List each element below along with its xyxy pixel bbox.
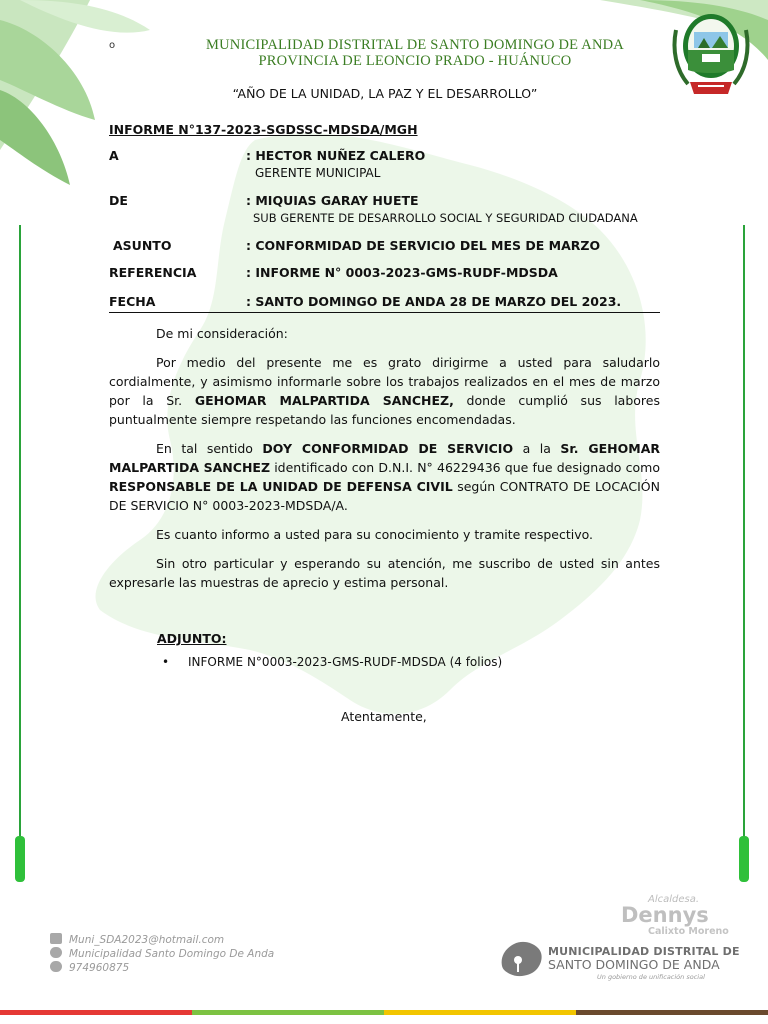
from-role: SUB GERENTE DE DESARROLLO SOCIAL Y SEGURIDAD CIUDADANA xyxy=(253,211,638,225)
org-name: MUNICIPALIDAD DISTRITAL DE SANTO DOMINGO DE ANDA xyxy=(206,37,624,53)
mayor-name: Dennys xyxy=(621,903,709,927)
p2-conformity: DOY CONFORMIDAD DE SERVICIO xyxy=(262,441,514,456)
date-value: : SANTO DOMINGO DE ANDA 28 DE MARZO DEL 2023. xyxy=(246,294,622,309)
mayor-surname: Calixto Moreno xyxy=(648,926,729,937)
org-province: PROVINCIA DE LEONCIO PRADO - HUÁNUCO xyxy=(258,53,572,69)
right-border-line xyxy=(743,225,745,875)
phone-text: 974960875 xyxy=(69,962,130,974)
to-label: A xyxy=(109,148,119,163)
footer-muni-line2: SANTO DOMINGO DE ANDA xyxy=(548,957,720,972)
attachment-bullet: • xyxy=(162,655,170,669)
attachment-text: INFORME N°0003-2023-GMS-RUDF-MDSDA (4 folios) xyxy=(188,655,503,669)
paragraph-2 xyxy=(109,439,660,515)
header-divider xyxy=(109,312,660,313)
year-motto: “AÑO DE LA UNIDAD, LA PAZ Y EL DESARROLLO” xyxy=(232,86,538,101)
p1-text-c: donde cumplió sus labores puntualmente siempre respetando las funciones encomendadas. xyxy=(109,393,660,427)
paragraph-1 xyxy=(109,353,660,429)
stripe-red xyxy=(0,1010,192,1015)
paragraph-4: Sin otro particular y esperando su atención, me suscribo de usted sin antes expresarle las muestras de aprecio y estima personal. xyxy=(109,556,660,590)
district-map-logo xyxy=(496,936,546,980)
letter-body xyxy=(109,324,660,592)
left-border-accent xyxy=(15,836,25,882)
email-text: Muni_SDA2023@hotmail.com xyxy=(69,934,225,946)
subject-row xyxy=(113,238,601,253)
date-label: FECHA xyxy=(109,294,156,309)
reference-row xyxy=(109,265,558,280)
attachment-item xyxy=(162,655,502,669)
memo-title: INFORME N°137-2023-SGDSSC-MDSDA/MGH xyxy=(109,122,418,137)
paragraph-3: Es cuanto informo a usted para su conocimiento y tramite respectivo. xyxy=(156,527,594,542)
footer-email xyxy=(50,933,224,946)
date-row xyxy=(109,294,622,309)
to-value: : HECTOR NUÑEZ CALERO xyxy=(246,148,426,163)
to-role: GERENTE MUNICIPAL xyxy=(255,166,381,180)
p2-text-c: a la xyxy=(513,441,561,456)
municipal-seal-icon xyxy=(668,10,754,100)
p2-role: RESPONSABLE DE LA UNIDAD DE DEFENSA CIVIL xyxy=(109,479,453,494)
p2-name: Sr. GEHOMAR MALPARTIDA SANCHEZ xyxy=(109,441,660,475)
p2-text-g: según CONTRATO DE LOCACIÓN DE SERVICIO N° 0003-2023-MDSDA/A. xyxy=(109,479,660,513)
footer-phone xyxy=(50,961,129,974)
p1-text-a: Por medio del presente me es grato dirigirme a usted para saludarlo cordialmente, y asimismo informarle sobre los trabajos realizados en el mes de marzo por la Sr. xyxy=(109,355,660,408)
subject-value: : CONFORMIDAD DE SERVICIO DEL MES DE MARZO xyxy=(246,238,601,253)
left-border-line xyxy=(19,225,21,875)
p2-text-a: En tal sentido xyxy=(156,441,263,456)
subject-label: ASUNTO xyxy=(113,238,172,253)
reference-label: REFERENCIA xyxy=(109,265,197,280)
from-label: DE xyxy=(109,193,128,208)
facebook-icon xyxy=(50,947,62,958)
closing: Atentamente, xyxy=(341,709,427,724)
greeting: De mi consideración: xyxy=(156,326,288,341)
p2-text-e: identificado con D.N.I. N° 46229436 que fue designado como xyxy=(270,460,660,475)
footer-muni-line1: MUNICIPALIDAD DISTRITAL DE xyxy=(548,945,740,958)
mail-icon xyxy=(50,933,62,944)
right-border-accent xyxy=(739,836,749,882)
to-row xyxy=(109,148,426,163)
attachment-label: ADJUNTO: xyxy=(157,631,227,646)
header-bullet: o xyxy=(109,40,116,51)
facebook-text: Municipalidad Santo Domingo De Anda xyxy=(69,948,275,960)
from-value: : MIQUIAS GARAY HUETE xyxy=(246,193,419,208)
footer-muni-tagline: Un gobierno de unificación social xyxy=(597,973,705,981)
reference-value: : INFORME N° 0003-2023-GMS-RUDF-MDSDA xyxy=(246,265,558,280)
stripe-brown xyxy=(576,1010,768,1015)
footer-facebook xyxy=(50,947,274,960)
from-row xyxy=(109,193,419,208)
stripe-green xyxy=(192,1010,384,1015)
phone-icon xyxy=(50,961,62,972)
stripe-yellow xyxy=(384,1010,576,1015)
mayor-title: Alcaldesa. xyxy=(648,894,700,905)
p1-name: GEHOMAR MALPARTIDA SANCHEZ, xyxy=(194,393,454,408)
